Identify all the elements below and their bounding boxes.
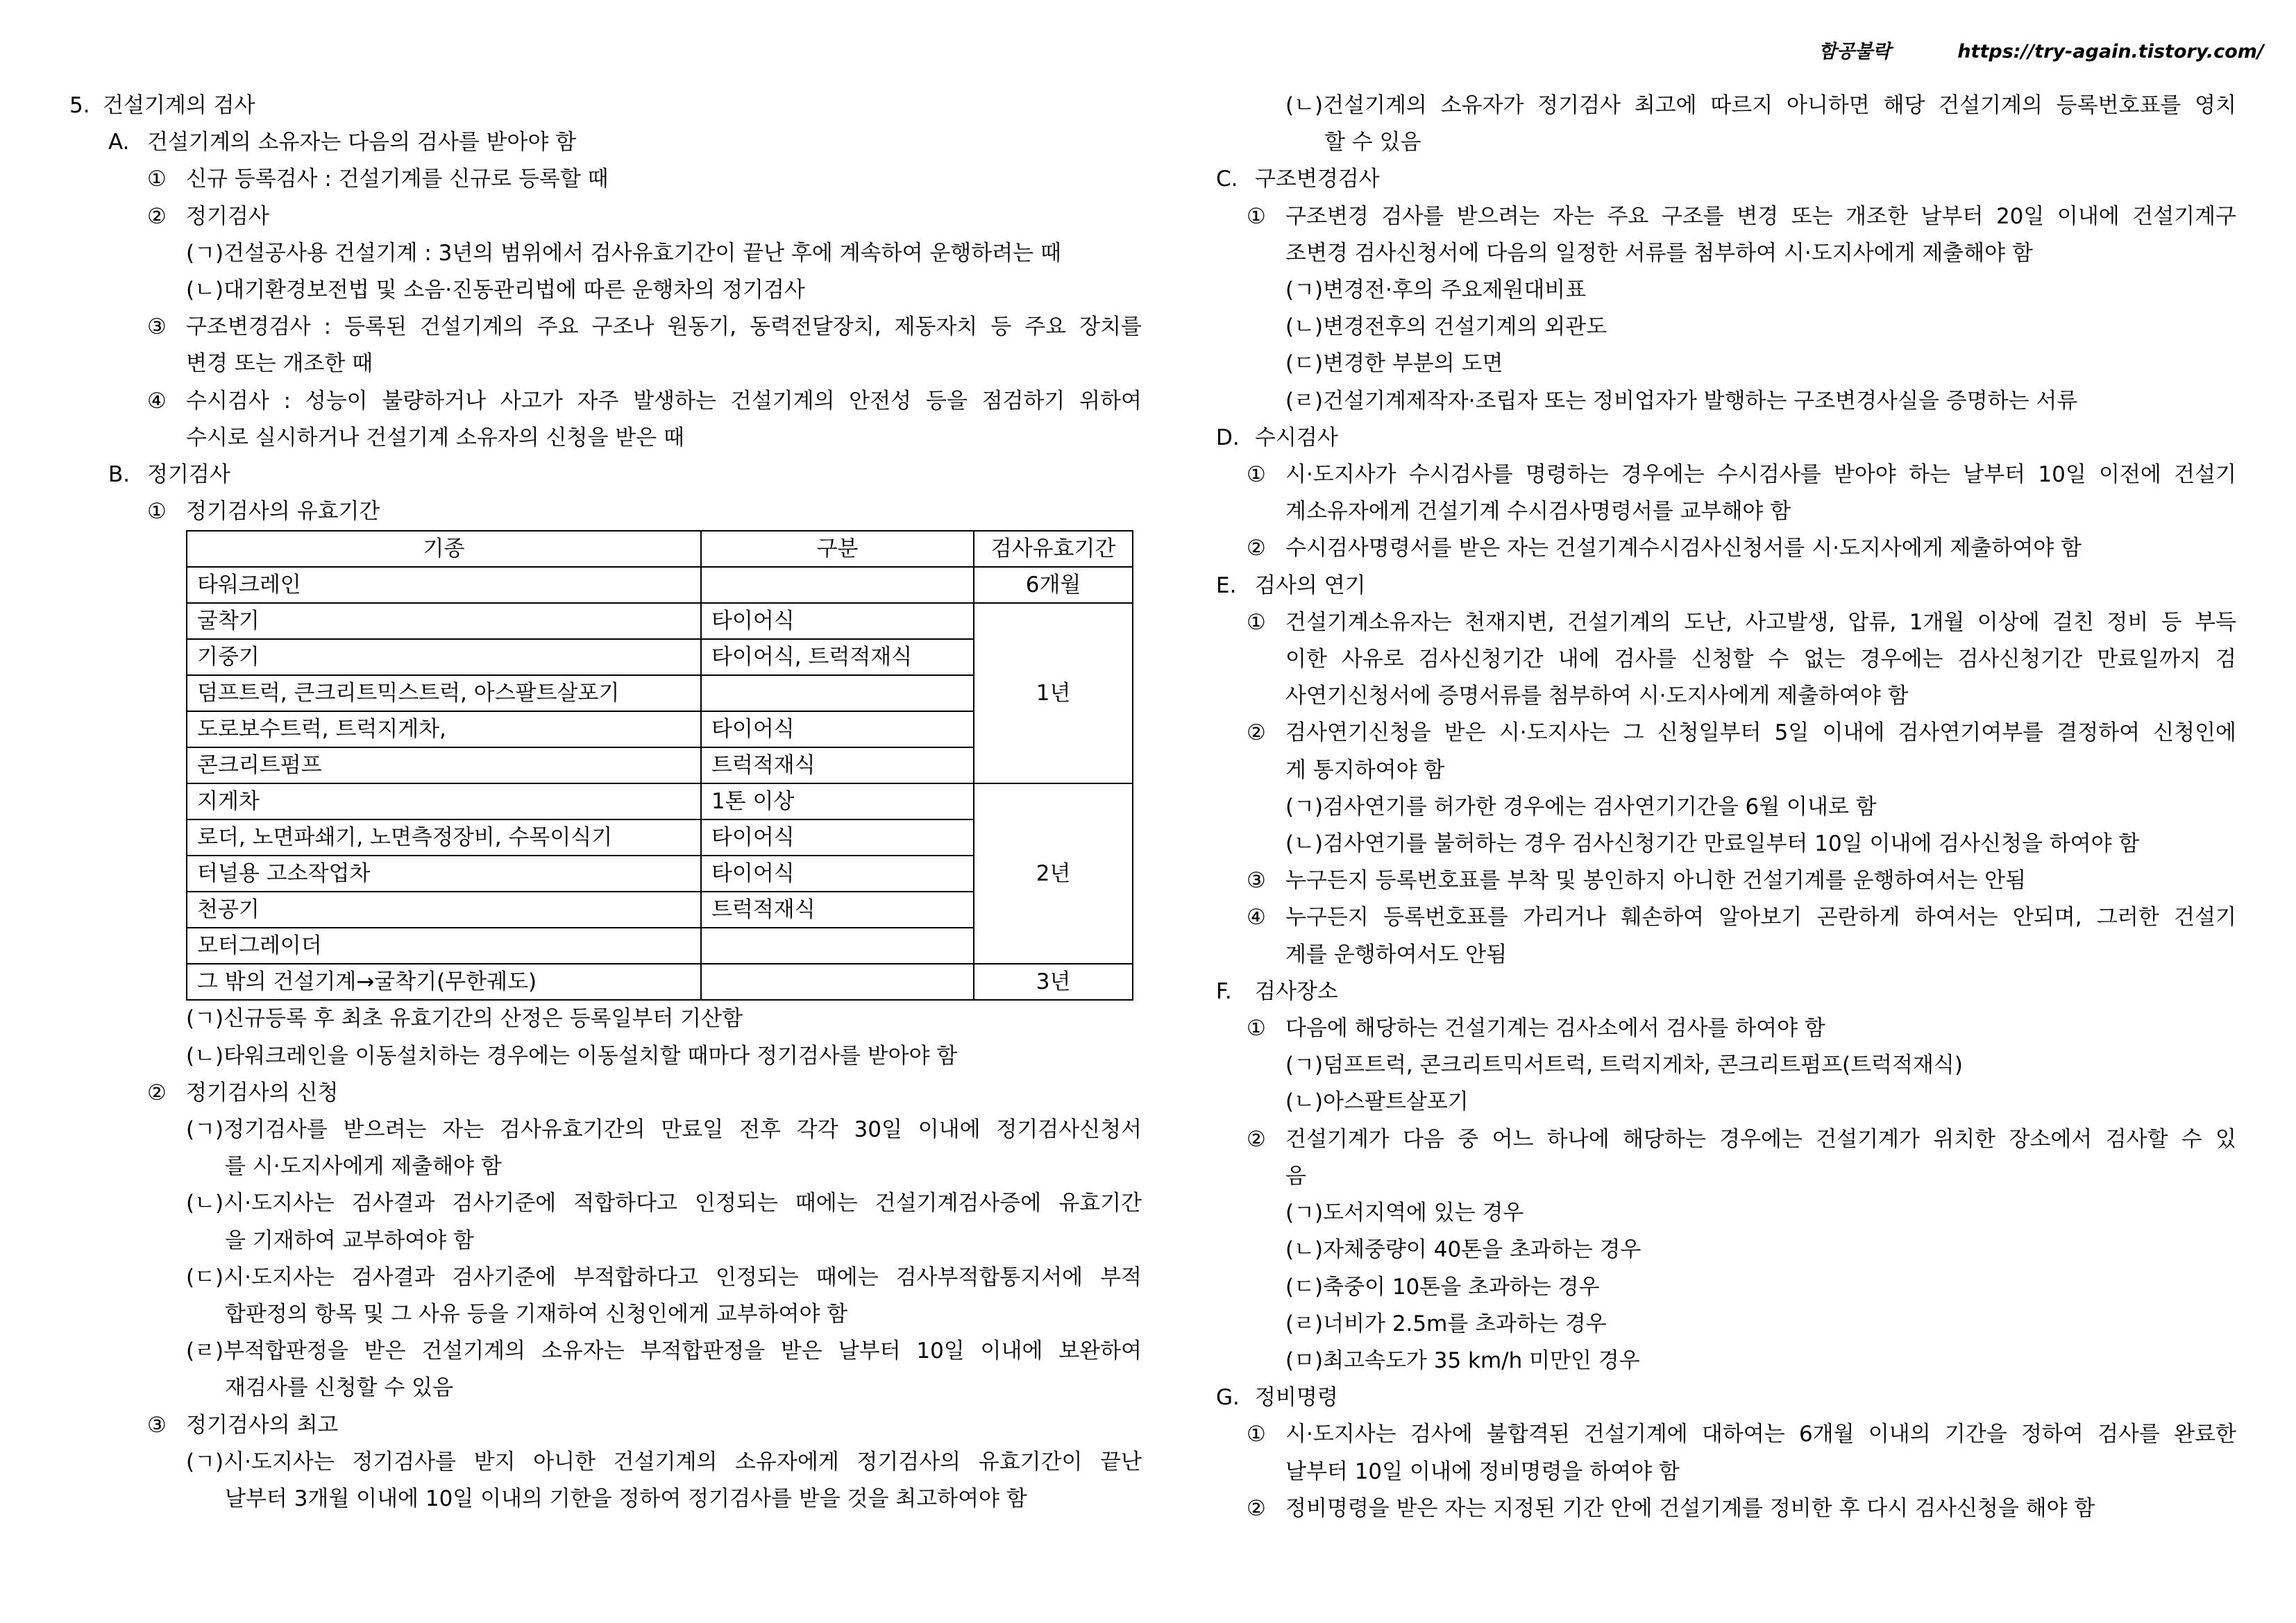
subsection-a-heading	[69, 124, 1142, 161]
subsection-g-heading: G. 정비명령	[1216, 1385, 1338, 1411]
table-row: 기중기 타이어식, 트럭적재식	[187, 639, 1133, 675]
table-header: 구분	[701, 531, 974, 567]
right-column	[1216, 87, 2236, 1527]
f-sub-7: (ㅁ)최고속도가 35 km/h 미만인 경우	[1285, 1348, 1640, 1373]
f-sub-5: (ㄷ)축중이 10톤을 초과하는 경우	[1285, 1274, 1600, 1300]
subsection-b-title: 정기검사	[147, 462, 230, 488]
f-sub-6: (ㄹ)너비가 2.5m를 초과하는 경우	[1285, 1311, 1607, 1336]
subsection-b-mark: B.	[108, 462, 130, 488]
section-title: 건설기계의 검사	[103, 93, 255, 118]
table-row: 도로보수트럭, 트럭지게차, 타이어식	[187, 711, 1133, 747]
e-item-3: ③ 누구든지 등록번호표를 부착 및 봉인하지 아니한 건설기계를 운행하여서는 안됨	[1247, 868, 2027, 894]
subsection-f-heading: F. 검사장소	[1216, 978, 1338, 1004]
e-item-2: ② 검사연기신청을 받은 시·도지사는 그 신청일부터 5일 이내에 검사연기여부를 결정하여 신청인에 게 통지하여야 함	[1247, 720, 2236, 783]
validity-2-years: 2년	[974, 783, 1133, 964]
c-sub-4: (ㄹ)건설기계제작자·조립자 또는 정비업자가 발행하는 구조변경사실을 증명하는 서류	[1285, 388, 2078, 414]
b-item-1: ① 정기검사의 유효기간	[147, 499, 380, 525]
b-item-3: ③ 정기검사의 최고	[147, 1412, 339, 1438]
a-item-4: ④ 수시검사 : 성능이 불량하거나 사고가 자주 발생하는 건설기계의 안전성 등을 점검하기 위하여 수시로 실시하거나 건설기계 소유자의 신청을 받은 때	[147, 388, 1142, 450]
c-sub-3: (ㄷ)변경한 부분의 도면	[1285, 351, 1503, 377]
section-number: 5.	[69, 93, 90, 118]
a-item-2: ② 정기검사	[147, 203, 269, 229]
c-sub-2: (ㄴ)변경전후의 건설기계의 외관도	[1285, 314, 1607, 340]
e-sub-2: (ㄴ)검사연기를 불허하는 경우 검사신청기간 만료일부터 10일 이내에 검사신청을 하여야 함	[1285, 831, 2140, 857]
table-row: 지게차 1톤 이상 2년	[187, 783, 1133, 819]
b-item-3-sub-1: (ㄱ)시·도지사는 정기검사를 받지 아니한 건설기계의 소유자에게 정기검사의 유효기간이 끝난 날부터 3개월 이내에 10일 이내의 기한을 정하여 정기검사를 받을 것을 최고하여야 함	[186, 1449, 1142, 1512]
table-row: 덤프트럭, 큰크리트믹스트럭, 아스팔트살포기	[187, 675, 1133, 711]
validity-table	[186, 530, 1133, 1001]
g-item-1: ① 시·도지사는 검사에 불합격된 건설기계에 대하여는 6개월 이내의 기간을 정하여 검사를 완료한 날부터 10일 이내에 정비명령을 하여야 함	[1247, 1422, 2236, 1484]
d-item-1: ① 시·도지사가 수시검사를 명령하는 경우에는 수시검사를 받아야 하는 날부터 10일 이전에 건설기 계소유자에게 건설기계 수시검사명령서를 교부해야 함	[1247, 462, 2236, 525]
table-row: 모터그레이더	[187, 928, 1133, 964]
g-item-2: ② 정비명령을 받은 자는 지정된 기간 안에 건설기계를 정비한 후 다시 검사신청을 해야 함	[1247, 1495, 2095, 1521]
a-item-2-sub-2: (ㄴ)대기환경보전법 및 소음·진동관리법에 따른 운행차의 정기검사	[186, 278, 805, 303]
a-item-1: ① 신규 등록검사 : 건설기계를 신규로 등록할 때	[147, 167, 609, 192]
f-item-1: ① 다음에 해당하는 건설기계는 검사소에서 검사를 하여야 함	[1247, 1016, 1825, 1042]
f-sub-4: (ㄴ)자체중량이 40톤을 초과하는 경우	[1285, 1237, 1641, 1263]
e-item-4: ④ 누구든지 등록번호표를 가리거나 훼손하여 알아보기 곤란하게 하여서는 안되며, 그러한 건설기 계를 운행하여서도 안됨	[1247, 905, 2236, 967]
subsection-a-title: 건설기계의 소유자는 다음의 검사를 받아야 함	[147, 130, 577, 155]
table-row: 콘크리트펌프 트럭적재식	[187, 747, 1133, 783]
table-header: 검사유효기간	[974, 531, 1133, 567]
subsection-c-heading: C. 구조변경검사	[1216, 167, 1380, 192]
table-row: 굴착기 타이어식 1년	[187, 603, 1133, 639]
site-url: https://try-again.tistory.com/	[1957, 41, 2264, 62]
table-row: 터널용 고소작업차 타이어식	[187, 856, 1133, 892]
left-column	[69, 87, 1142, 1518]
e-sub-1: (ㄱ)검사연기를 허가한 경우에는 검사연기기간을 6월 이내로 함	[1285, 794, 1877, 819]
subsection-e-heading: E. 검사의 연기	[1216, 572, 1366, 598]
b-note-2: (ㄴ)타워크레인을 이동설치하는 경우에는 이동설치할 때마다 정기검사를 받아야 함	[186, 1043, 958, 1069]
c-item-1: ① 구조변경 검사를 받으려는 자는 주요 구조를 변경 또는 개조한 날부터 20일 이내에 건설기계구 조변경 검사신청서에 다음의 일정한 서류를 첨부하여 시·도지사에게 제출해야 함	[1247, 203, 2236, 266]
b-item-2-sub-3: (ㄷ)시·도지사는 검사결과 검사기준에 부적합하다고 인정되는 때에는 검사부적합통지서에 부적 합판정의 항목 및 그 사유 등을 기재하여 신청인에게 교부하여야 함	[186, 1264, 1142, 1327]
table-row: 타워크레인 6개월	[187, 567, 1133, 603]
table-row: 천공기 트럭적재식	[187, 892, 1133, 928]
page-header	[1818, 36, 2264, 63]
validity-1-year: 1년	[974, 603, 1133, 783]
f-item-2: ② 건설기계가 다음 중 어느 하나에 해당하는 경우에는 건설기계가 위치한 장소에서 검사할 수 있 음	[1247, 1126, 2236, 1189]
subsection-d-heading: D. 수시검사	[1216, 425, 1338, 450]
b-note-1: (ㄱ)신규등록 후 최초 유효기간의 산정은 등록일부터 기산함	[186, 1006, 743, 1032]
table-row: 그 밖의 건설기계→굴착기(무한궤도) 3년	[187, 964, 1133, 1000]
f-sub-3: (ㄱ)도서지역에 있는 경우	[1285, 1200, 1524, 1226]
subsection-a-mark: A.	[108, 130, 130, 155]
b-item-3-sub-2: (ㄴ)건설기계의 소유자가 정기검사 최고에 따르지 아니하면 해당 건설기계의 등록번호표를 영치 할 수 있음	[1285, 93, 2236, 155]
site-name: 함공불락	[1818, 41, 1891, 62]
b-item-2-sub-4: (ㄹ)부적합판정을 받은 건설기계의 소유자는 부적합판정을 받은 날부터 10일 이내에 보완하여 재검사를 신청할 수 있음	[186, 1339, 1142, 1401]
table-row: 로더, 노면파쇄기, 노면측정장비, 수목이식기 타이어식	[187, 819, 1133, 856]
section-heading	[69, 87, 1142, 124]
d-item-2: ② 수시검사명령서를 받은 자는 건설기계수시검사신청서를 시·도지사에게 제출하여야 함	[1247, 536, 2082, 561]
b-item-2: ② 정기검사의 신청	[147, 1080, 339, 1105]
c-sub-1: (ㄱ)변경전·후의 주요제원대비표	[1285, 278, 1587, 303]
b-item-2-sub-2: (ㄴ)시·도지사는 검사결과 검사기준에 적합하다고 인정되는 때에는 건설기계검사증에 유효기간 을 기재하여 교부하여야 함	[186, 1191, 1142, 1253]
f-sub-1: (ㄱ)덤프트럭, 콘크리트믹서트럭, 트럭지게차, 콘크리트펌프(트럭적재식)	[1285, 1053, 1963, 1078]
b-item-2-sub-1: (ㄱ)정기검사를 받으려는 자는 검사유효기간의 만료일 전후 각각 30일 이내에 정기검사신청서 를 시·도지사에게 제출해야 함	[186, 1117, 1142, 1180]
table-header: 기종	[187, 531, 701, 567]
f-sub-2: (ㄴ)아스팔트살포기	[1285, 1089, 1469, 1115]
subsection-b-heading	[69, 457, 1142, 493]
table-header-row	[187, 531, 1133, 567]
e-item-1: ① 건설기계소유자는 천재지변, 건설기계의 도난, 사고발생, 압류, 1개월 이상에 걸친 정비 등 부득 이한 사유로 검사신청기간 내에 검사를 신청할 수 없는 경우에는 검사신청기간 만료일까지 검 사연기신청서에 증명서류를 첨부하여 시·도지사에게 제출하여야 함	[1247, 609, 2236, 709]
a-item-3: ③ 구조변경검사 : 등록된 건설기계의 주요 구조나 원동기, 동력전달장치, 제동자치 등 주요 장치를 변경 또는 개조한 때	[147, 314, 1142, 377]
a-item-2-sub-1: (ㄱ)건설공사용 건설기계 : 3년의 범위에서 검사유효기간이 끝난 후에 계속하여 운행하려는 때	[186, 240, 1061, 266]
